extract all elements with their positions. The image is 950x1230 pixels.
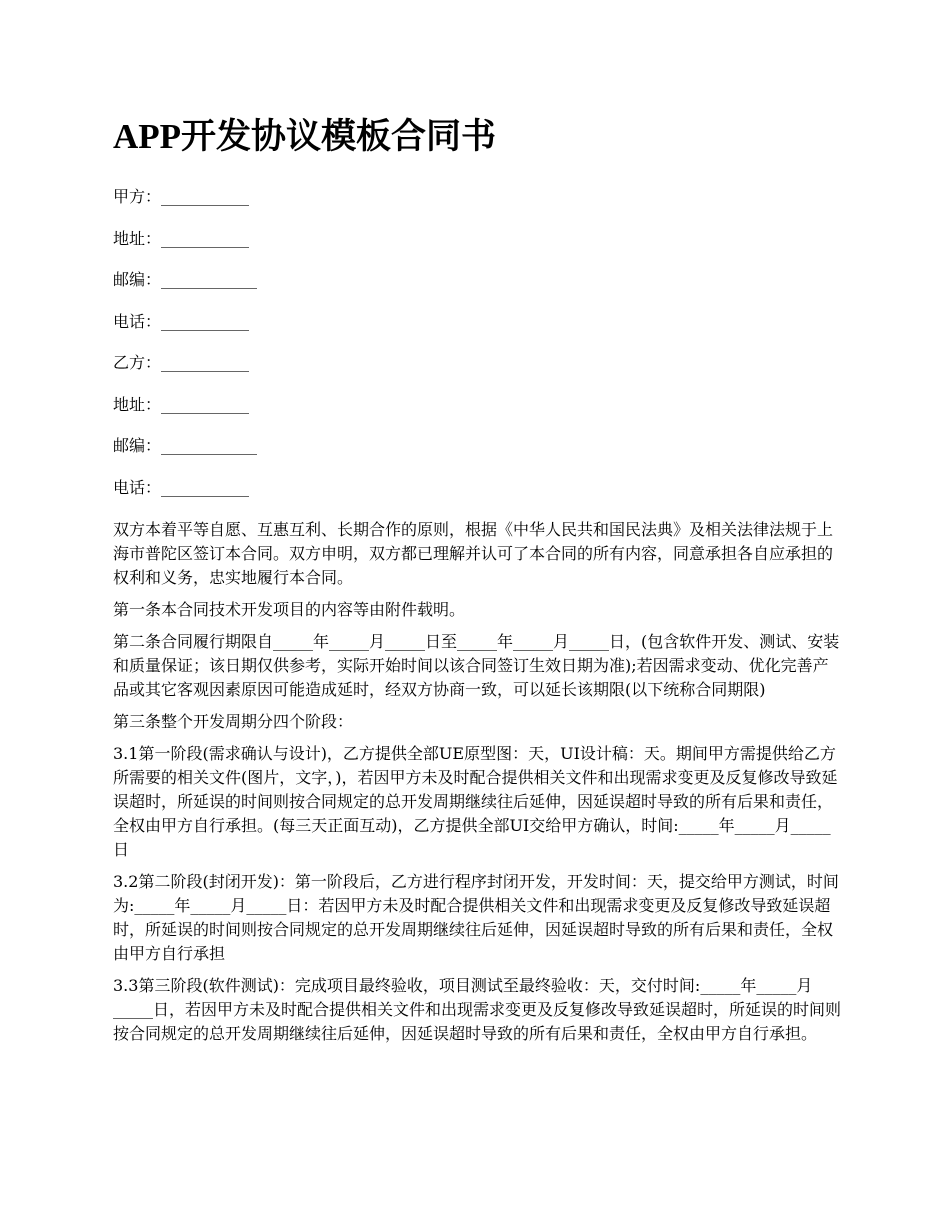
article-3-paragraph: 第三条整个开发周期分四个阶段： <box>113 712 354 731</box>
document-title: APP开发协议模板合同书 <box>113 117 497 156</box>
contract-body <box>113 518 843 1046</box>
clause-3-3-paragraph: 3.3第三阶段(软件测试)：完成项目最终验收，项目测试至最终验收：天，交付时间:_____年_____月_____日，若因甲方未及时配合提供相关文件和出现需求变更及反复修改导致延误超时，所延误的时间则按合同规定的总开发周期继续往后延伸，因延误超时导致的所有后果和责任，全权由甲方自行承担。 <box>113 976 842 1043</box>
party-b-postcode-field: 邮编：____________ <box>113 436 258 455</box>
party-a-block <box>113 186 843 333</box>
clause-3-1-paragraph: 3.1第一阶段(需求确认与设计)，乙方提供全部UE原型图：天，UI设计稿：天。期间甲方需提供给乙方所需要的相关文件(图片，文字，)，若因甲方未及时配合提供相关文件和出现需求变更及反复修改导致延误超时，所延误的时间则按合同规定的总开发周期继续往后延伸，因延误超时导致的所有后果和责任，全权由甲方自行承担。(每三天正面互动)，乙方提供全部UI交给甲方确认，时间:_____年_____月_____日 <box>113 744 838 859</box>
party-a-address-field: 地址：___________ <box>113 228 250 248</box>
document-page <box>113 112 843 1054</box>
party-b-block <box>113 352 843 499</box>
party-a-postcode-field: 邮编：____________ <box>113 270 258 289</box>
party-b-phone-field: 电话：___________ <box>113 477 250 497</box>
party-b-name-field: 乙方：___________ <box>113 353 250 372</box>
preamble-paragraph: 双方本着平等自愿、互惠互利、长期合作的原则，根据《中华人民共和国民法典》及相关法律法规于上海市普陀区签订本合同。双方申明，双方都已理解并认可了本合同的所有内容，同意承担各自应承担的权利和义务，忠实地履行本合同。 <box>113 520 834 587</box>
party-a-phone-field: 电话：___________ <box>113 311 250 331</box>
clause-3-2-paragraph: 3.2第二阶段(封闭开发)：第一阶段后，乙方进行程序封闭开发，开发时间：天，提交给甲方测试，时间为:_____年_____月_____日：若因甲方未及时配合提供相关文件和出现需求变更及反复修改导致延误超时，所延误的时间则按合同规定的总开发周期继续往后延伸，因延误超时导致的所有后果和责任，全权由甲方自行承担 <box>113 872 839 963</box>
party-a-name-field: 甲方：___________ <box>113 187 250 206</box>
article-2-paragraph: 第二条合同履行期限自_____年_____月_____日至_____年_____月_____日，(包含软件开发、测试、安装和质量保证；该日期仅供参考，实际开始时间以该合同签订生效日期为准);若因需求变动、优化完善产品或其它客观因素原因可能造成延时，经双方协商一致，可以延长该期限(以下统称合同期限) <box>113 632 840 699</box>
article-1-paragraph: 第一条本合同技术开发项目的内容等由附件载明。 <box>113 600 466 619</box>
party-b-address-field: 地址：___________ <box>113 394 250 414</box>
